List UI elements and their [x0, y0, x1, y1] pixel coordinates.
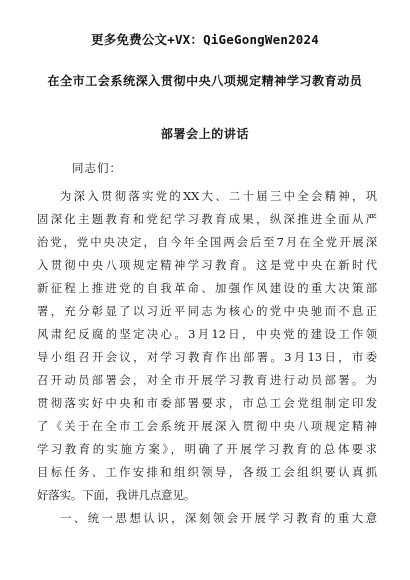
body-line: 导小组召开会议，对学习教育作出部署。3月13日，市委 — [37, 351, 377, 364]
body-line: 了《关于在全市工会系统开展深入贯彻中央八项规定精神 — [37, 420, 377, 433]
body-line: 学习教育的实施方案》，明确了开展学习教育的总体要求 — [37, 443, 377, 456]
body-text — [37, 185, 377, 530]
body-line: 召开动员部署会，对全市开展学习教育进行动员部署。为 — [37, 374, 377, 387]
document-header: 更多免费公文+VX：QiGeGongWen2024 — [91, 32, 319, 47]
body-line: 目标任务、工作安排和组织领导，各级工会组织要认真抓 — [37, 466, 377, 479]
body-line: 入贯彻中央八项规定精神学习教育。这是党中央在新时代 — [37, 259, 377, 272]
document-title-line-2: 部署会上的讲话 — [160, 127, 250, 141]
body-line: 治党，党中央决定，自今年全国两会后至7月在全党开展深 — [37, 236, 377, 249]
body-line: 署，充分彰显了以习近平同志为核心的党中央驰而不息正 — [37, 305, 377, 318]
body-line: 贯彻落实好中央和市委部署要求，市总工会党组制定印发 — [37, 397, 377, 410]
body-line: 好落实。下面，我讲几点意见。 — [37, 489, 196, 502]
section-heading: 一、统一思想认识，深刻领会开展学习教育的重大意 — [60, 512, 377, 525]
body-line: 风肃纪反腐的坚定决心。3月12日，中央党的建设工作领 — [37, 328, 377, 341]
body-line: 固深化主题教育和党纪学习教育成果，纵深推进全面从严 — [37, 213, 377, 226]
document-title-line-1: 在全市工会系统深入贯彻中央八项规定精神学习教育动员 — [47, 74, 363, 88]
body-line: 新征程上推进党的自我革命、加强作风建设的重大决策部 — [37, 282, 377, 295]
salutation: 同志们： — [72, 161, 122, 175]
body-line: 为深入贯彻落实党的XX大、二十届三中全会精神，巩 — [60, 190, 377, 203]
